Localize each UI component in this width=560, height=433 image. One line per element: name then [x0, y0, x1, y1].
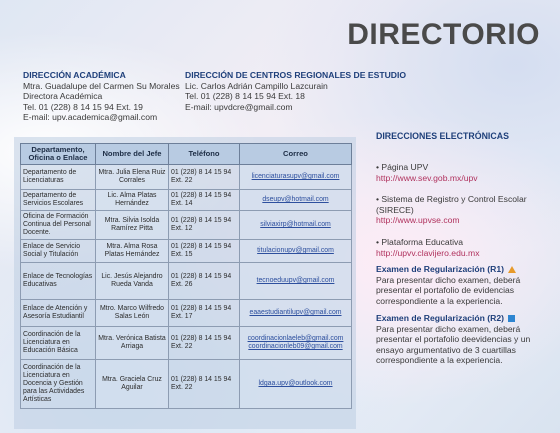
cell-dept: Coordinación de la Licenciatura en Docencia y Gestión para las Actividades Artísticas [21, 360, 96, 409]
table-row [21, 327, 352, 360]
cell-correo [240, 327, 352, 360]
cell-tel: 01 (228) 8 14 15 94 Ext. 15 [169, 240, 240, 263]
item-label: • Plataforma Educativa [376, 236, 464, 247]
academica-email: E-mail: upv.academica@gmail.com [23, 112, 158, 123]
centros-name: Lic. Carlos Adrián Campillo Lazcurain [185, 80, 328, 91]
cell-jefe: Mtro. Marco Wilfredo Salas León [96, 300, 169, 327]
cell-tel: 01 (228) 8 14 15 94 Ext. 17 [169, 300, 240, 327]
table-row [21, 360, 352, 409]
cell-tel: 01 (228) 8 14 15 94 Ext. 14 [169, 190, 240, 211]
cell-dept: Coordinación de la Licenciatura en Educación Básica [21, 327, 96, 360]
cell-jefe: Mtra. Verónica Batista Arriaga [96, 327, 169, 360]
cell-tel: 01 (228) 8 14 15 94 Ext. 22 [169, 360, 240, 409]
email-link[interactable]: coordinacionlaeleb@gmail.com [247, 335, 344, 342]
examen-r2 [376, 313, 556, 366]
url-link[interactable]: http://upvv.clavijero.edu.mx [376, 247, 480, 258]
cell-dept: Enlace de Atención y Asesoría Estudiantil [21, 300, 96, 327]
cell-correo [240, 190, 352, 211]
directory-table [20, 143, 352, 409]
examen-r1 [376, 264, 556, 306]
email-link[interactable]: ldgaa.upv@outlook.com [258, 380, 333, 387]
email-link[interactable]: licenciaturasupv@gmail.com [251, 173, 340, 180]
cell-correo [240, 300, 352, 327]
cell-tel: 01 (228) 8 14 15 94 Ext. 22 [169, 165, 240, 190]
url-link[interactable]: http://www.upvse.com [376, 215, 460, 226]
examen-r1-title: Examen de Regularización (R1) [376, 264, 504, 274]
centros-email: E-mail: upvdcre@gmail.com [185, 101, 293, 112]
email-link[interactable]: dseupv@hotmail.com [262, 196, 329, 203]
email-link[interactable]: eaaestudiantilupv@gmail.com [249, 309, 342, 316]
academica-name: Mtra. Guadalupe del Carmen Su Morales [23, 80, 180, 91]
email-link[interactable]: coordinacionleb09@gmail.com [248, 343, 343, 350]
centros-heading: DIRECCIÓN DE CENTROS REGIONALES DE ESTUDIO [185, 70, 407, 80]
cell-jefe: Mtra. Alma Rosa Platas Hernández [96, 240, 169, 263]
cell-dept: Enlace de Tecnologías Educativas [21, 263, 96, 300]
table-row [21, 263, 352, 300]
cell-jefe: Mtra. Graciela Cruz Aguilar [96, 360, 169, 409]
academica-tel: Tel. 01 (228) 8 14 15 94 Ext. 19 [23, 101, 143, 112]
email-link[interactable]: silviaxirp@hotmail.com [260, 221, 331, 228]
email-link[interactable]: titulacionupv@gmail.com [257, 247, 334, 254]
electronicas-list [376, 162, 556, 258]
cell-tel: 01 (228) 8 14 15 94 Ext. 22 [169, 327, 240, 360]
header-correo: Correo [240, 144, 352, 165]
examen-r2-title: Examen de Regularización (R2) [376, 313, 504, 323]
cell-tel: 01 (228) 8 14 15 94 Ext. 12 [169, 211, 240, 240]
cell-correo [240, 165, 352, 190]
direcciones-electronicas-heading: DIRECCIONES ELECTRÓNICAS [376, 131, 509, 141]
table-row [21, 300, 352, 327]
table-row [21, 211, 352, 240]
orange-triangle-icon [508, 266, 516, 273]
header-departamento: Departamento, Oficina o Enlace [21, 144, 96, 165]
examen-r2-text: Para presentar dicho examen, deberá presentar el portafolio deevidencias y un ensayo argumentativo de 3 cuartillas correspondiente a la experiencia. [376, 323, 531, 366]
cell-correo [240, 263, 352, 300]
direccion-academica [23, 70, 180, 123]
header-jefe: Nombre del Jefe [96, 144, 169, 165]
cell-jefe: Mtra. Julia Elena Ruiz Corrales [96, 165, 169, 190]
table-row [21, 240, 352, 263]
cell-jefe: Mtra. Silvia Isolda Ramírez Pitta [96, 211, 169, 240]
email-link[interactable]: tecnoeduupv@gmail.com [256, 277, 335, 284]
cell-correo [240, 360, 352, 409]
cell-jefe: Lic. Alma Platas Hernández [96, 190, 169, 211]
url-link[interactable]: http://www.sev.gob.mx/upv [376, 172, 478, 183]
direccion-centros [185, 70, 406, 112]
examen-r1-text: Para presentar dicho examen, deberá presentar el portafolio de evidencias correspondiente a la experiencia. [376, 274, 521, 306]
page-title: DIRECTORIO [347, 18, 540, 51]
directory-table-panel [14, 137, 356, 429]
list-item [376, 237, 556, 258]
table-row [21, 190, 352, 211]
academica-heading: DIRECCIÓN ACADÉMICA [23, 70, 126, 80]
item-label: • Página UPV [376, 162, 429, 172]
cell-correo [240, 240, 352, 263]
item-label: • Sistema de Registro y Control Escolar (SIRECE) [376, 194, 527, 215]
centros-tel: Tel. 01 (228) 8 14 15 94 Ext. 18 [185, 91, 305, 102]
cell-correo [240, 211, 352, 240]
cell-tel: 01 (228) 8 14 15 94 Ext. 26 [169, 263, 240, 300]
academica-role: Directora Académica [23, 91, 103, 102]
cell-dept: Departamento de Licenciaturas [21, 165, 96, 190]
cell-dept: Enlace de Servicio Social y Titulación [21, 240, 96, 263]
table-row [21, 165, 352, 190]
blue-square-icon [508, 315, 515, 322]
list-item [376, 162, 556, 183]
header-telefono: Teléfono [169, 144, 240, 165]
cell-jefe: Lic. Jesús Alejandro Rueda Vanda [96, 263, 169, 300]
cell-dept: Departamento de Servicios Escolares [21, 190, 96, 211]
list-item [376, 194, 556, 226]
cell-dept: Oficina de Formación Continua del Personal Docente. [21, 211, 96, 240]
